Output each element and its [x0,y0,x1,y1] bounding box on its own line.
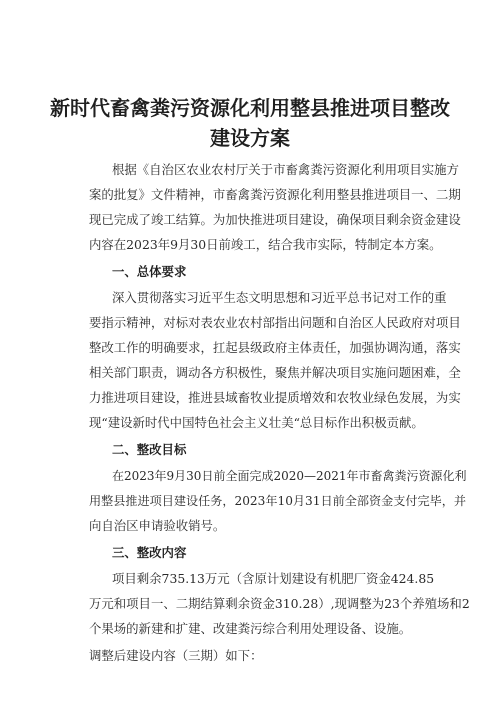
section3-line-2: 万元和项目一、二期结算剩余资金310.28）,现调整为23个养殖场和2 [89,596,470,611]
section-heading-rectification-content: 三、整改内容 [112,545,187,560]
intro-line-2: 案的批复》文件精神，市畜禽粪污资源化利用整县推进项目一、二期 [89,187,461,202]
section2-line-1: 在2023年9月30日前全面完成2020—2021年市畜禽粪污资源化利 [112,469,467,483]
document-title-line1: 新时代畜禽粪污资源化利用整县推进项目整改 [50,96,450,120]
section-heading-rectification-goals: 二、整改目标 [112,442,187,457]
section1-line-2: 要指示精神，对标对表农业农村部指出问题和自治区人民政府对项目 [89,315,461,330]
section1-line-1: 深入贯彻落实习近平生态文明思想和习近平总书记对工作的重 [112,290,447,305]
section-heading-general-requirements: 一、总体要求 [112,264,187,279]
intro-line-3: 现已完成了竣工结算。为加快推进项目建设，确保项目剩余资金建设 [89,212,461,227]
section3-line-1: 项目剩余735.13万元（含原计划建设有机肥厂资金424.85 [112,571,435,586]
section1-line-6: 现“建设新时代中国特色社会主义壮美“总目标作出积极贡献。 [89,415,424,430]
section1-line-3: 整改工作的明确要求，扛起县级政府主体责任，加强协调沟通，落实 [89,340,461,355]
document-title-line2: 建设方案 [210,126,290,150]
intro-line-1: 根据《自治区农业农村厅关于市畜禽粪污资源化利用项目实施方 [112,162,459,177]
section2-line-3: 向自治区申请验收销号。 [89,518,226,533]
section1-line-5: 力推进项目建设，推进县域畜牧业提质增效和农牧业绿色发展，为实 [89,390,461,405]
section3-line-3: 个果场的新建和扩建、改建粪污综合利用处理设备、设施。 [89,621,412,636]
section3-line-4: 调整后建设内容（三期）如下： [89,648,263,663]
intro-line-4: 内容在2023年9月30日前竣工，结合我市实际，特制定本方案。 [89,237,442,252]
section2-line-2: 用整县推进项目建设任务，2023年10月31日前全部资金支付完毕，并 [89,494,466,508]
section1-line-4: 相关部门职责，调动各方积极性，聚焦并解决项目实施问题困难，全 [89,365,461,380]
